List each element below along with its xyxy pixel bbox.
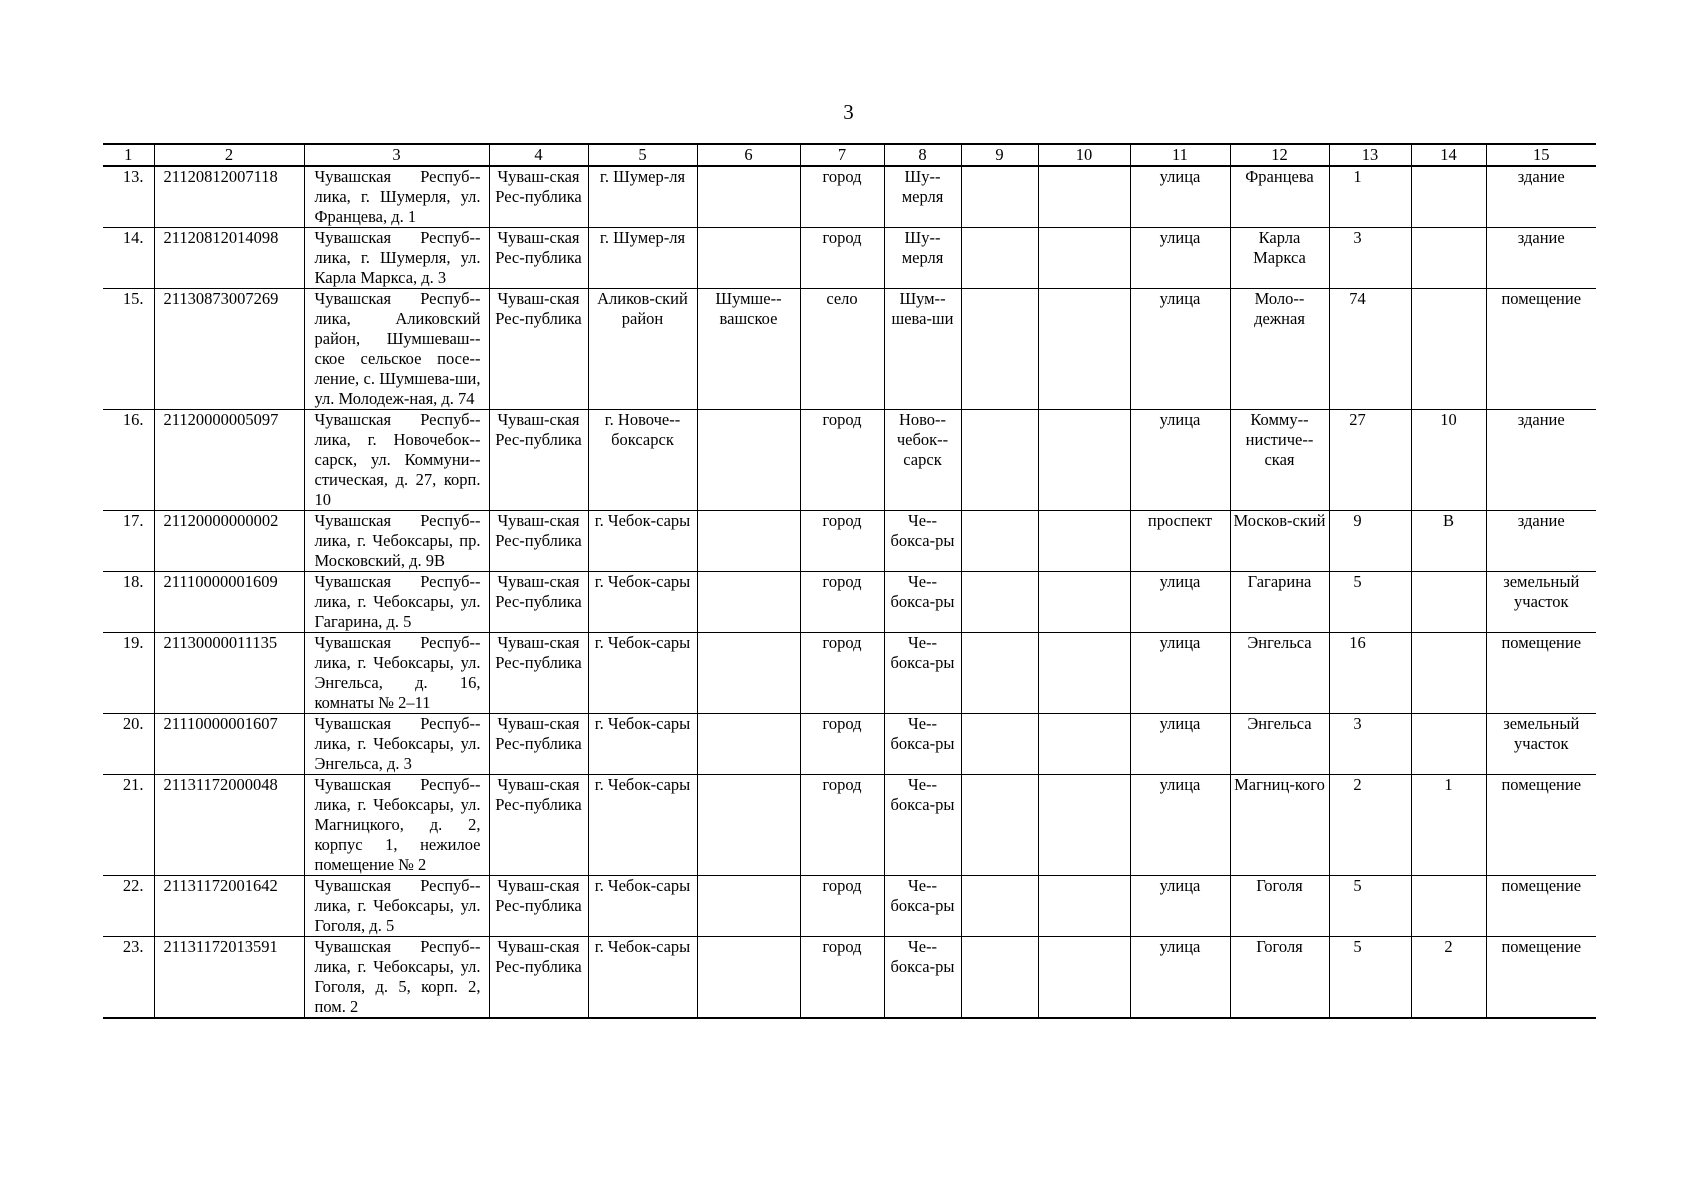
building-number-cell: 1 — [1411, 775, 1486, 876]
table-row — [103, 289, 1596, 410]
street-name-cell: Карла Маркса — [1230, 228, 1329, 289]
table-row — [103, 714, 1596, 775]
house-number-cell: 3 — [1329, 228, 1411, 289]
column-header-3: 3 — [304, 144, 489, 166]
house-number-cell: 27 — [1329, 410, 1411, 511]
column-10-cell — [1038, 937, 1130, 1019]
street-type-cell: улица — [1130, 228, 1230, 289]
settlement-cell — [697, 410, 800, 511]
building-number-cell — [1411, 166, 1486, 228]
address-registry-table — [103, 143, 1596, 1019]
row-number-cell: 15. — [103, 289, 154, 410]
row-number-cell: 16. — [103, 410, 154, 511]
locality-name-cell: Че-бокса-ры — [884, 876, 961, 937]
column-header-9: 9 — [961, 144, 1038, 166]
full-address-cell: Чувашская Респуб-лика, г. Чебоксары, ул. Магницкого, д. 2, корпус 1, нежилое помещение № 2 — [304, 775, 489, 876]
region-cell: Чуваш-ская Рес-публика — [489, 937, 588, 1019]
row-number-cell: 14. — [103, 228, 154, 289]
locality-type-cell: город — [800, 876, 884, 937]
locality-name-cell: Че-бокса-ры — [884, 511, 961, 572]
locality-name-cell: Че-бокса-ры — [884, 572, 961, 633]
table-row — [103, 166, 1596, 228]
street-type-cell: улица — [1130, 289, 1230, 410]
district-cell: г. Чебок-сары — [588, 876, 697, 937]
district-cell: г. Чебок-сары — [588, 511, 697, 572]
district-cell: г. Чебок-сары — [588, 714, 697, 775]
region-cell: Чуваш-ская Рес-публика — [489, 572, 588, 633]
district-cell: г. Чебок-сары — [588, 775, 697, 876]
house-number-cell: 74 — [1329, 289, 1411, 410]
column-9-cell — [961, 633, 1038, 714]
column-10-cell — [1038, 633, 1130, 714]
settlement-cell — [697, 572, 800, 633]
region-cell: Чуваш-ская Рес-публика — [489, 633, 588, 714]
locality-type-cell: село — [800, 289, 884, 410]
full-address-cell: Чувашская Респуб-лика, Аликовский район, Шумшеваш-ское сельское посе-ление, с. Шумшева-ши, ул. Молодеж-ная, д. 74 — [304, 289, 489, 410]
object-type-cell: помещение — [1486, 289, 1596, 410]
house-number-cell: 9 — [1329, 511, 1411, 572]
settlement-cell — [697, 937, 800, 1019]
settlement-cell — [697, 714, 800, 775]
full-address-cell: Чувашская Респуб-лика, г. Чебоксары, ул. Энгельса, д. 3 — [304, 714, 489, 775]
column-9-cell — [961, 228, 1038, 289]
locality-name-cell: Че-бокса-ры — [884, 714, 961, 775]
full-address-cell: Чувашская Респуб-лика, г. Шумерля, ул. Карла Маркса, д. 3 — [304, 228, 489, 289]
object-id-cell: 21120812014098 — [154, 228, 304, 289]
object-type-cell: земельный участок — [1486, 714, 1596, 775]
locality-type-cell: город — [800, 572, 884, 633]
table-row — [103, 572, 1596, 633]
object-type-cell: здание — [1486, 511, 1596, 572]
column-10-cell — [1038, 289, 1130, 410]
object-id-cell: 21110000001607 — [154, 714, 304, 775]
table-row — [103, 876, 1596, 937]
street-name-cell: Москов-ский — [1230, 511, 1329, 572]
object-type-cell: здание — [1486, 166, 1596, 228]
full-address-cell: Чувашская Респуб-лика, г. Чебоксары, ул. Гагарина, д. 5 — [304, 572, 489, 633]
street-type-cell: улица — [1130, 937, 1230, 1019]
object-id-cell: 21110000001609 — [154, 572, 304, 633]
street-name-cell: Гагарина — [1230, 572, 1329, 633]
column-10-cell — [1038, 166, 1130, 228]
column-header-14: 14 — [1411, 144, 1486, 166]
locality-type-cell: город — [800, 775, 884, 876]
building-number-cell: В — [1411, 511, 1486, 572]
column-9-cell — [961, 937, 1038, 1019]
settlement-cell — [697, 876, 800, 937]
street-type-cell: улица — [1130, 775, 1230, 876]
object-id-cell: 21120000000002 — [154, 511, 304, 572]
district-cell: Аликов-ский район — [588, 289, 697, 410]
building-number-cell — [1411, 714, 1486, 775]
object-id-cell: 21120000005097 — [154, 410, 304, 511]
street-type-cell: улица — [1130, 714, 1230, 775]
column-9-cell — [961, 876, 1038, 937]
street-type-cell: улица — [1130, 166, 1230, 228]
object-id-cell: 21131172000048 — [154, 775, 304, 876]
street-type-cell: улица — [1130, 876, 1230, 937]
locality-type-cell: город — [800, 410, 884, 511]
table-row — [103, 228, 1596, 289]
column-header-2: 2 — [154, 144, 304, 166]
district-cell: г. Новоче-боксарск — [588, 410, 697, 511]
row-number-cell: 18. — [103, 572, 154, 633]
locality-name-cell: Шу-мерля — [884, 228, 961, 289]
table-row — [103, 775, 1596, 876]
settlement-cell: Шумше-вашское — [697, 289, 800, 410]
column-number-row — [103, 144, 1596, 166]
settlement-cell — [697, 775, 800, 876]
column-10-cell — [1038, 714, 1130, 775]
region-cell: Чуваш-ская Рес-публика — [489, 775, 588, 876]
row-number-cell: 19. — [103, 633, 154, 714]
column-10-cell — [1038, 572, 1130, 633]
building-number-cell: 10 — [1411, 410, 1486, 511]
column-9-cell — [961, 410, 1038, 511]
locality-type-cell: город — [800, 511, 884, 572]
district-cell: г. Чебок-сары — [588, 572, 697, 633]
object-id-cell: 21130873007269 — [154, 289, 304, 410]
column-10-cell — [1038, 775, 1130, 876]
locality-name-cell: Ново-чебок-сарск — [884, 410, 961, 511]
region-cell: Чуваш-ская Рес-публика — [489, 166, 588, 228]
column-header-13: 13 — [1329, 144, 1411, 166]
house-number-cell: 5 — [1329, 876, 1411, 937]
building-number-cell — [1411, 633, 1486, 714]
column-10-cell — [1038, 228, 1130, 289]
locality-name-cell: Че-бокса-ры — [884, 633, 961, 714]
street-type-cell: улица — [1130, 410, 1230, 511]
object-type-cell: помещение — [1486, 876, 1596, 937]
house-number-cell: 16 — [1329, 633, 1411, 714]
object-type-cell: здание — [1486, 228, 1596, 289]
street-name-cell: Францева — [1230, 166, 1329, 228]
locality-name-cell: Че-бокса-ры — [884, 775, 961, 876]
object-type-cell: земельный участок — [1486, 572, 1596, 633]
locality-type-cell: город — [800, 228, 884, 289]
full-address-cell: Чувашская Респуб-лика, г. Чебоксары, ул. Гоголя, д. 5 — [304, 876, 489, 937]
region-cell: Чуваш-ская Рес-публика — [489, 876, 588, 937]
street-type-cell: улица — [1130, 633, 1230, 714]
locality-name-cell: Шу-мерля — [884, 166, 961, 228]
column-header-4: 4 — [489, 144, 588, 166]
street-name-cell: Комму-нистиче-ская — [1230, 410, 1329, 511]
row-number-cell: 17. — [103, 511, 154, 572]
object-type-cell: помещение — [1486, 775, 1596, 876]
row-number-cell: 20. — [103, 714, 154, 775]
column-10-cell — [1038, 410, 1130, 511]
object-type-cell: помещение — [1486, 937, 1596, 1019]
district-cell: г. Чебок-сары — [588, 937, 697, 1019]
house-number-cell: 1 — [1329, 166, 1411, 228]
object-type-cell: помещение — [1486, 633, 1596, 714]
street-name-cell: Гоголя — [1230, 876, 1329, 937]
full-address-cell: Чувашская Респуб-лика, г. Чебоксары, ул. Энгельса, д. 16, комнаты № 2–11 — [304, 633, 489, 714]
column-9-cell — [961, 572, 1038, 633]
region-cell: Чуваш-ская Рес-публика — [489, 410, 588, 511]
settlement-cell — [697, 633, 800, 714]
street-type-cell: проспект — [1130, 511, 1230, 572]
house-number-cell: 5 — [1329, 937, 1411, 1019]
row-number-cell: 23. — [103, 937, 154, 1019]
building-number-cell — [1411, 228, 1486, 289]
full-address-cell: Чувашская Респуб-лика, г. Новочебок-сарск, ул. Коммуни-стическая, д. 27, корп. 10 — [304, 410, 489, 511]
building-number-cell — [1411, 572, 1486, 633]
column-header-1: 1 — [103, 144, 154, 166]
house-number-cell: 3 — [1329, 714, 1411, 775]
table-row — [103, 633, 1596, 714]
column-9-cell — [961, 714, 1038, 775]
column-9-cell — [961, 166, 1038, 228]
page-number: 3 — [843, 100, 854, 124]
column-header-6: 6 — [697, 144, 800, 166]
street-name-cell: Энгельса — [1230, 633, 1329, 714]
house-number-cell: 2 — [1329, 775, 1411, 876]
house-number-cell: 5 — [1329, 572, 1411, 633]
street-name-cell: Моло-дежная — [1230, 289, 1329, 410]
building-number-cell — [1411, 289, 1486, 410]
column-header-5: 5 — [588, 144, 697, 166]
region-cell: Чуваш-ская Рес-публика — [489, 714, 588, 775]
column-header-7: 7 — [800, 144, 884, 166]
table-row — [103, 410, 1596, 511]
column-header-15: 15 — [1486, 144, 1596, 166]
column-10-cell — [1038, 511, 1130, 572]
street-name-cell: Энгельса — [1230, 714, 1329, 775]
locality-type-cell: город — [800, 714, 884, 775]
settlement-cell — [697, 166, 800, 228]
object-id-cell: 21130000011135 — [154, 633, 304, 714]
locality-type-cell: город — [800, 633, 884, 714]
settlement-cell — [697, 511, 800, 572]
column-10-cell — [1038, 876, 1130, 937]
region-cell: Чуваш-ская Рес-публика — [489, 228, 588, 289]
row-number-cell: 21. — [103, 775, 154, 876]
building-number-cell — [1411, 876, 1486, 937]
object-id-cell: 21120812007118 — [154, 166, 304, 228]
full-address-cell: Чувашская Респуб-лика, г. Шумерля, ул. Францева, д. 1 — [304, 166, 489, 228]
column-header-10: 10 — [1038, 144, 1130, 166]
district-cell: г. Шумер-ля — [588, 166, 697, 228]
region-cell: Чуваш-ская Рес-публика — [489, 511, 588, 572]
settlement-cell — [697, 228, 800, 289]
object-type-cell: здание — [1486, 410, 1596, 511]
street-name-cell: Магниц-кого — [1230, 775, 1329, 876]
table-body — [103, 166, 1596, 1018]
street-type-cell: улица — [1130, 572, 1230, 633]
region-cell: Чуваш-ская Рес-публика — [489, 289, 588, 410]
column-9-cell — [961, 775, 1038, 876]
locality-type-cell: город — [800, 166, 884, 228]
object-id-cell: 21131172001642 — [154, 876, 304, 937]
table-row — [103, 937, 1596, 1019]
district-cell: г. Чебок-сары — [588, 633, 697, 714]
column-header-11: 11 — [1130, 144, 1230, 166]
column-header-12: 12 — [1230, 144, 1329, 166]
full-address-cell: Чувашская Респуб-лика, г. Чебоксары, ул. Гоголя, д. 5, корп. 2, пом. 2 — [304, 937, 489, 1019]
locality-name-cell: Че-бокса-ры — [884, 937, 961, 1019]
column-9-cell — [961, 289, 1038, 410]
street-name-cell: Гоголя — [1230, 937, 1329, 1019]
building-number-cell: 2 — [1411, 937, 1486, 1019]
locality-type-cell: город — [800, 937, 884, 1019]
object-id-cell: 21131172013591 — [154, 937, 304, 1019]
district-cell: г. Шумер-ля — [588, 228, 697, 289]
full-address-cell: Чувашская Респуб-лика, г. Чебоксары, пр. Московский, д. 9В — [304, 511, 489, 572]
locality-name-cell: Шум-шева-ши — [884, 289, 961, 410]
row-number-cell: 13. — [103, 166, 154, 228]
table-row — [103, 511, 1596, 572]
column-9-cell — [961, 511, 1038, 572]
column-header-8: 8 — [884, 144, 961, 166]
row-number-cell: 22. — [103, 876, 154, 937]
